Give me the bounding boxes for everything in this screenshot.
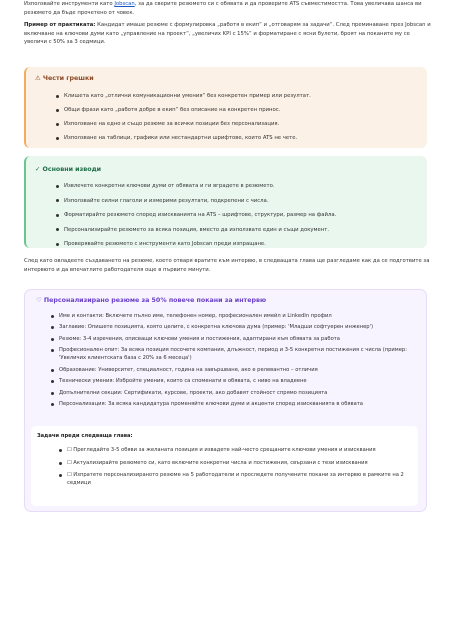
list-item: Използвайте силни глаголи и измерими резултати, подкрепени с числа.: [56, 194, 416, 209]
list-item: Използване на едно и също резюме за всички позиции без персонализация.: [56, 117, 416, 131]
list-item: Резюме: 3-4 изречения, описващи ключови умения и постижения, адаптирани към обявата за работа: [51, 335, 411, 343]
list-item: Извлечете конкретни ключови думи от обявата и ги вградете в резюмето.: [56, 179, 416, 194]
key-takeaways-title: Основни изводи: [42, 166, 102, 173]
intro-paragraph: [24, 0, 431, 17]
personalized-resume-box: [24, 289, 427, 512]
jobscan-link[interactable]: Jobscan: [114, 1, 135, 7]
list-item: Персонализирайте резюмето за всяка позиция, вместо да използвате един и същи документ.: [56, 223, 416, 238]
task-item: ☐ Актуализирайте резюмето си, като включите конкретни числа и постижения, свързани с тези изисквания: [59, 459, 409, 467]
list-item: Образование: Университет, специалност, година на завършване, ако е релевантно – отличия: [51, 366, 411, 374]
list-item: Персонализация: За всяка кандидатура променяйте ключови думи и акценти според изискванията в обявата: [51, 400, 411, 408]
personalized-resume-heading: [36, 298, 266, 304]
warning-icon: ⚠: [35, 75, 41, 82]
example-text: Кандидат имаше резюме с формулировка „работя в екип“ и „отговарям за задачи“. След преминаване през Jobscan и включване на ключови думи като „управление на проект“, „увеличих KPI с 15%“ и форматиране с ясни булети, броят на поканите му се увеличи с 50% за 3 седмици.: [24, 22, 431, 46]
common-mistakes-box: [24, 67, 427, 148]
list-item: Форматирайте резюмето според изискванията на ATS – шрифтове, структури, размер на файла.: [56, 208, 416, 223]
list-item: Име и контакти: Включете пълно име, телефонен номер, професионален имейл и LinkedIn профил: [51, 312, 411, 320]
task-item: ☐ Прегледайте 3-5 обяви за желаната позиция и извадете най-често срещаните ключови умения и изисквания: [59, 446, 409, 454]
common-mistakes-title: Чести грешки: [42, 75, 94, 82]
task-item: ☐ Изпратете персонализираното резюме на 5 работодатели и проследете получените покани за интервю в рамките на 2 седмици: [59, 471, 409, 487]
common-mistakes-heading: [35, 76, 94, 82]
list-item: Професионален опит: За всяка позиция посочете компания, длъжност, период и 3-5 конкретни постижения с числа (пример: 'Увеличих клиентската база с 20% за 6 месеца'): [51, 346, 411, 362]
tasks-title: Задачи преди следваща глава:: [37, 433, 133, 439]
key-takeaways-heading: [35, 167, 101, 173]
list-item: Технически умения: Избройте умения, които са споменати в обявата, с ниво на владеене: [51, 377, 411, 385]
list-item: Заглавие: Опишете позицията, която целите, с конкретна ключова дума (пример: 'Младши софтуерен инженер'): [51, 323, 411, 331]
example-paragraph: [24, 21, 431, 47]
example-label: Пример от практиката:: [24, 22, 96, 28]
personalized-resume-title: Персонализирано резюме за 50% повече покани за интервю: [43, 297, 267, 304]
key-takeaways-list: [56, 179, 416, 252]
common-mistakes-list: [56, 89, 416, 145]
list-item: Допълнителни секции: Сертификати, курсове, проекти, ако добавят стойност спрямо позицията: [51, 389, 411, 397]
next-chapter-paragraph: След като овладеете създаването на резюме, което отваря вратите към интервю, в следващата глава ще разгледаме как да се подготвите за интервюто и да впечатлите работодателя още в първите минути.: [24, 258, 430, 273]
tasks-box: [31, 426, 418, 506]
key-takeaways-box: [24, 156, 427, 248]
list-item: Общи фрази като „работя добре в екип“ без описание на конкретен принос.: [56, 103, 416, 117]
resume-sections-list: [51, 308, 411, 408]
intro-text-end: , за да сверите резюмето си с обявата и да проверите ATS съвместимостта. Това увеличава шанса ви резюмето да бъде прочетено от човек.: [24, 1, 422, 16]
heart-icon: ♡: [36, 297, 42, 304]
list-item: Клишета като „отлични комуникационни умения“ без конкретен пример или резултат.: [56, 89, 416, 103]
list-item: Използване на таблици, графики или нестандартни шрифтове, които ATS не чете.: [56, 131, 416, 145]
intro-text-start: Използвайте инструменти като: [24, 1, 115, 7]
check-icon: ✓: [35, 166, 41, 173]
tasks-list: [59, 446, 409, 492]
list-item: Проверявайте резюмето с инструменти като Jobscan преди изпращане.: [56, 237, 416, 252]
